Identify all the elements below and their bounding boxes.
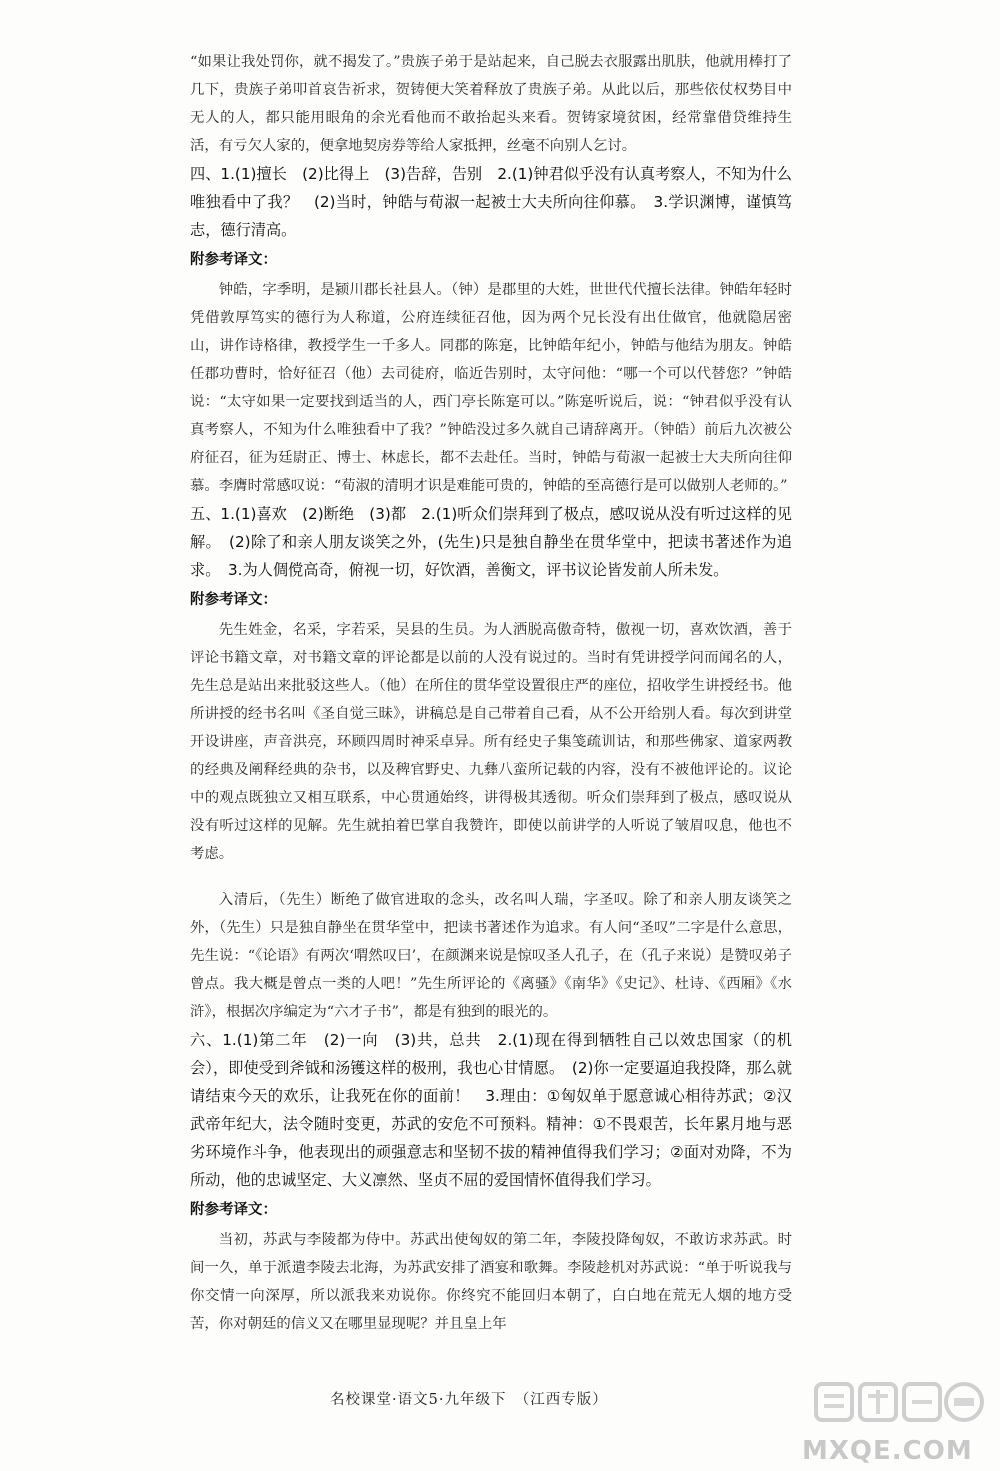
translation-paragraph: 当初，苏武与李陵都为侍中。苏武出使匈奴的第二年，李陵投降匈奴，不敢访求苏武。时间一久，单于派遣李陵去北海，为苏武安排了酒宴和歌舞。李陵趁机对苏武说：“单于听说我与你交情一向深厚，所以派我来劝说你。你终究不能回归本朝了，白白地在荒无人烟的地方受苦，你对朝廷的信义又在哪里显现呢？并且皇上年 — [190, 1232, 792, 1332]
appendix-heading: 附参考译文： — [190, 592, 277, 608]
translation-paragraph: 入清后，（先生）断绝了做官进取的念头，改名叫人瑞，字圣叹。除了和亲人朋友谈笑之外，（先生）只是独自静坐在贯华堂中，把读书著述作为追求。有人问“圣叹”二字是什么意思，先生说：“《论语》有两次‘喟然叹曰’，在颜渊来说是惊叹圣人孔子，在（孔子来说）是赞叹弟子曾点。我大概是曾点一类的人吧！”先生所评论的《离骚》《南华》《史记》、杜诗、《西厢》《水浒》，根据次序编定为“六才子书”，都是有独到的眼光的。 — [190, 892, 792, 1020]
watermark-logo-icon — [808, 1378, 988, 1430]
answer-key-content — [190, 48, 792, 1338]
answer-section-6: 六、1.(1)第二年 (2)一向 (3)共，总共 2.(1)现在得到牺牲自己以效忠国家（的机会），即使受到斧钺和汤镬这样的极刑，我也心甘情愿。 (2)你一定要逼迫我投降，那么就请结束今天的欢乐，让我死在你的面前！ 3.理由：①匈奴单于愿意诚心相待苏武；②汉武帝年纪大，法令随时变更，苏武的安危不可预料。精神：①不畏艰苦，长年累月地与恶劣环境作斗争，他表现出的顽强意志和坚韧不拔的精神值得我们学习；②面对劝降，不为所动，他的忠诚坚定、大义凛然、坚贞不屈的爱国情怀值得我们学习。 — [190, 1031, 792, 1189]
translation-paragraph: 先生姓金，名采，字若采，吴县的生员。为人洒脱高傲奇特，傲视一切，喜欢饮酒，善于评论书籍文章，对书籍文章的评论都是以前的人没有说过的。当时有凭讲授学问而闻名的人，先生总是站出来批驳这些人。（他）在所住的贯华堂设置很庄严的座位，招收学生讲授经书。他所讲授的经书名叫《圣自觉三昧》，讲稿总是自己带着自己看，从不公开给别人看。每次到讲堂开设讲座，声音洪亮，环顾四周时神采卓异。所有经史子集笺疏训诂，和那些佛家、道家两教的经典及阐释经典的杂书，以及稗官野史、九彝八蛮所记载的内容，没有不被他评论的。议论中的观点既独立又相互联系，中心贯通始终，讲得极其透彻。听众们崇拜到了极点，感叹说从没有听过这样的见解。先生就拍着巴掌自我赞许，即使以前讲学的人听说了皱眉叹息，他也不考虑。 — [190, 622, 792, 862]
appendix-heading: 附参考译文： — [190, 1202, 277, 1218]
watermark — [802, 1378, 992, 1466]
page-footer: 名校课堂·语文5·九年级下 （江西专版） — [330, 1392, 608, 1408]
translation-paragraph: “如果让我处罚你，就不揭发了。”贵族子弟于是站起来，自己脱去衣服露出肌肤，他就用棒打了几下，贵族子弟叩首哀告祈求，贺铸便大笑着释放了贵族子弟。从此以后，那些依仗权势目中无人的人，都只能用眼角的余光看他而不敢抬起头来看。贺铸家境贫困，经常靠借贷维持生活，有亏欠人家的，便拿地契房券等给人家抵押，丝毫不向别人乞讨。 — [190, 54, 792, 154]
appendix-heading: 附参考译文： — [190, 252, 277, 268]
answer-section-5: 五、1.(1)喜欢 (2)断绝 (3)都 2.(1)听众们崇拜到了极点，感叹说从没有听过这样的见解。 (2)除了和亲人朋友谈笑之外，(先生)只是独自静坐在贯华堂中，把读书著述作为追求。 3.为人倜傥高奇，俯视一切，好饮酒，善衡文，评书议论皆发前人所未发。 — [190, 505, 792, 579]
answer-section-4: 四、1.(1)擅长 (2)比得上 (3)告辞，告别 2.(1)钟君似乎没有认真考察人，不知为什么唯独看中了我？ (2)当时，钟皓与荀淑一起被士大夫所向往仰慕。 3.学识渊博，谨慎笃志，德行清高。 — [190, 165, 792, 239]
watermark-url: MXQE.COM — [802, 1436, 973, 1466]
translation-paragraph: 钟皓，字季明，是颍川郡长社县人。（钟）是郡里的大姓，世世代代擅长法律。钟皓年轻时凭借敦厚笃实的德行为人称道，公府连续征召他，因为两个兄长没有出仕做官，他就隐居密山，讲作诗格律，教授学生一千多人。同郡的陈寔，比钟皓年纪小，钟皓与他结为朋友。钟皓任郡功曹时，恰好征召（他）去司徒府，临近告别时，太守问他：“哪一个可以代替您？”钟皓说：“太守如果一定要找到适当的人，西门亭长陈寔可以。”陈寔听说后，说：“钟君似乎没有认真考察人，不知为什么唯独看中了我？”钟皓没过多久就自己请辞离开。（钟皓）前后九次被公府征召，征为廷尉正、博士、林虑长，都不去赴任。当时，钟皓与荀淑一起被士大夫所向往仰慕。李膺时常感叹说：“荀淑的清明才识是难能可贵的，钟皓的至高德行是可以做别人老师的。” — [190, 282, 792, 494]
